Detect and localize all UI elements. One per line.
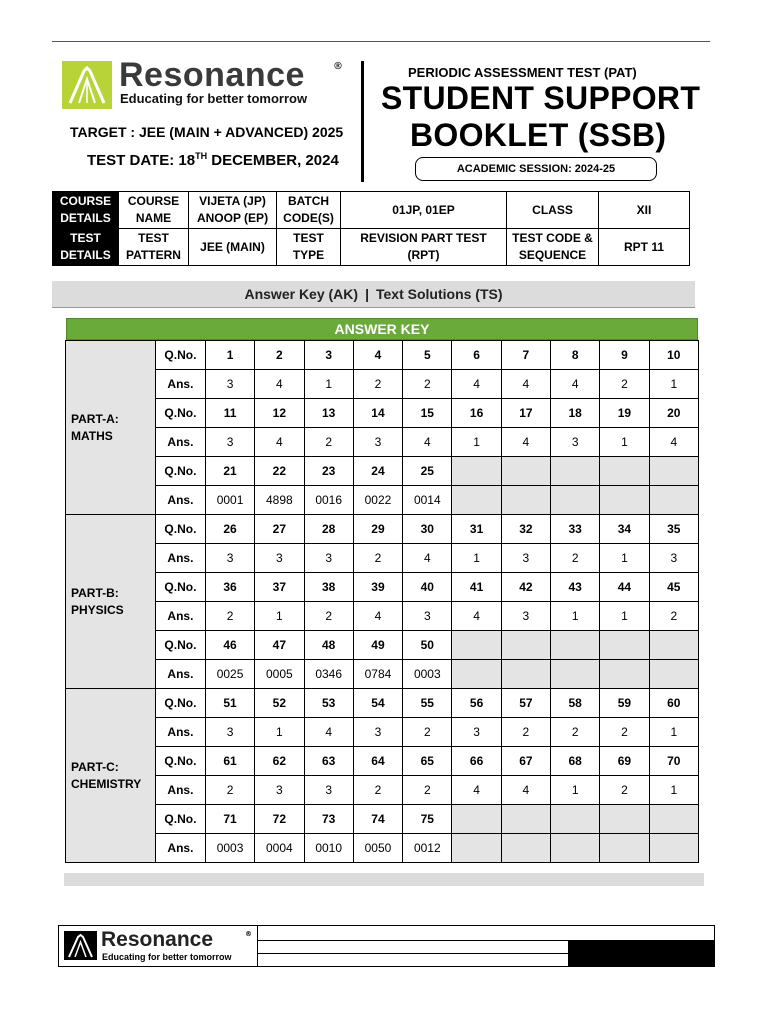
question-number: 56: [452, 689, 501, 718]
answer-value: 3: [255, 776, 304, 805]
answer-row: [66, 370, 699, 399]
test-details-row: [53, 229, 690, 266]
answer-row: [66, 718, 699, 747]
question-number: 18: [551, 399, 600, 428]
question-number: 24: [353, 457, 402, 486]
question-number: 38: [304, 573, 353, 602]
part-label: PART-A: MATHS: [66, 341, 156, 515]
question-number: 35: [649, 515, 698, 544]
answer-value: 4: [501, 370, 550, 399]
empty-cell: [600, 660, 649, 689]
ans-label: Ans.: [155, 776, 205, 805]
answer-row: [66, 834, 699, 863]
test-type: REVISION PART TEST (RPT): [341, 229, 507, 266]
question-number: 55: [403, 689, 452, 718]
answer-key-link[interactable]: Answer Key (AK): [244, 286, 359, 302]
answer-value: 1: [255, 718, 304, 747]
class-value: XII: [599, 192, 690, 229]
question-number: 44: [600, 573, 649, 602]
details-table: [52, 191, 690, 266]
empty-cell: [600, 834, 649, 863]
question-number: 20: [649, 399, 698, 428]
test-type-label: TEST TYPE: [277, 229, 341, 266]
answer-value: 2: [551, 544, 600, 573]
empty-cell: [551, 805, 600, 834]
footer-reg-mark: ®: [245, 930, 252, 938]
bottom-bar: [64, 873, 704, 886]
answer-value: 4: [452, 370, 501, 399]
question-number: 32: [501, 515, 550, 544]
question-number: 43: [551, 573, 600, 602]
answer-value: 3: [205, 370, 254, 399]
question-number: 65: [403, 747, 452, 776]
question-number: 10: [649, 341, 698, 370]
question-number: 74: [353, 805, 402, 834]
empty-cell: [501, 834, 550, 863]
question-number: 73: [304, 805, 353, 834]
question-number-row: [66, 747, 699, 776]
question-number: 45: [649, 573, 698, 602]
footer-tagline: Educating for better tomorrow: [102, 952, 232, 962]
answer-value: 1: [452, 544, 501, 573]
answer-value: 1: [452, 428, 501, 457]
question-number: 33: [551, 515, 600, 544]
ans-label: Ans.: [155, 602, 205, 631]
answer-value: 4: [551, 370, 600, 399]
question-number: 22: [255, 457, 304, 486]
question-number: 75: [403, 805, 452, 834]
answer-value: 1: [649, 370, 698, 399]
empty-cell: [452, 660, 501, 689]
answer-value: 2: [353, 544, 402, 573]
empty-cell: [501, 660, 550, 689]
empty-cell: [551, 660, 600, 689]
question-number: 49: [353, 631, 402, 660]
question-number: 68: [551, 747, 600, 776]
answer-value: 3: [205, 428, 254, 457]
answer-value: 2: [600, 370, 649, 399]
answer-value: 0001: [205, 486, 254, 515]
brand-tagline: Educating for better tomorrow: [120, 91, 308, 106]
question-number: 62: [255, 747, 304, 776]
qno-label: Q.No.: [155, 573, 205, 602]
question-number: 17: [501, 399, 550, 428]
qno-label: Q.No.: [155, 399, 205, 428]
question-number: 61: [205, 747, 254, 776]
question-number: 58: [551, 689, 600, 718]
answer-value: 1: [649, 776, 698, 805]
question-number: 57: [501, 689, 550, 718]
answer-value: 4898: [255, 486, 304, 515]
question-number: 3: [304, 341, 353, 370]
question-number: 25: [403, 457, 452, 486]
answer-value: 0025: [205, 660, 254, 689]
question-number: 4: [353, 341, 402, 370]
ssb-title-line2: BOOKLET (SSB): [410, 117, 667, 153]
batch-codes: 01JP, 01EP: [341, 192, 507, 229]
empty-cell: [649, 631, 698, 660]
empty-cell: [452, 457, 501, 486]
question-number: 46: [205, 631, 254, 660]
question-number: 39: [353, 573, 402, 602]
empty-cell: [551, 834, 600, 863]
answer-row: [66, 776, 699, 805]
answer-row: [66, 486, 699, 515]
answer-value: 4: [501, 776, 550, 805]
answer-row: [66, 602, 699, 631]
part-label: PART-C: CHEMISTRY: [66, 689, 156, 863]
answer-value: 4: [304, 718, 353, 747]
answer-value: 3: [304, 544, 353, 573]
question-number: 47: [255, 631, 304, 660]
footer-logo: [59, 926, 258, 966]
answer-value: 2: [205, 602, 254, 631]
ak-ts-bar: [52, 281, 695, 308]
question-number: 51: [205, 689, 254, 718]
question-number: 1: [205, 341, 254, 370]
ssb-title-line1: STUDENT SUPPORT: [381, 80, 701, 116]
empty-cell: [600, 457, 649, 486]
empty-cell: [452, 486, 501, 515]
empty-cell: [501, 457, 550, 486]
ans-label: Ans.: [155, 718, 205, 747]
answer-value: 3: [403, 602, 452, 631]
question-number: 48: [304, 631, 353, 660]
empty-cell: [452, 834, 501, 863]
answer-value: 2: [353, 776, 402, 805]
question-number: 5: [403, 341, 452, 370]
resonance-logo-icon: [62, 61, 112, 109]
ans-label: Ans.: [155, 370, 205, 399]
question-number: 11: [205, 399, 254, 428]
header-divider: [361, 61, 364, 182]
empty-cell: [452, 805, 501, 834]
question-number: 60: [649, 689, 698, 718]
batch-codes-label: BATCH CODE(S): [277, 192, 341, 229]
question-number: 72: [255, 805, 304, 834]
answer-value: 3: [551, 428, 600, 457]
question-number-row: [66, 805, 699, 834]
qno-label: Q.No.: [155, 689, 205, 718]
answer-value: 0784: [353, 660, 402, 689]
text-solutions-link[interactable]: Text Solutions (TS): [376, 286, 503, 302]
question-number: 2: [255, 341, 304, 370]
question-number: 69: [600, 747, 649, 776]
question-number: 41: [452, 573, 501, 602]
ans-label: Ans.: [155, 834, 205, 863]
question-number: 14: [353, 399, 402, 428]
answer-value: 0004: [255, 834, 304, 863]
course-name: VIJETA (JP) ANOOP (EP): [189, 192, 277, 229]
answer-value: 4: [255, 428, 304, 457]
answer-value: 1: [600, 602, 649, 631]
answer-value: 2: [600, 776, 649, 805]
question-number: 63: [304, 747, 353, 776]
question-number: 19: [600, 399, 649, 428]
empty-cell: [551, 631, 600, 660]
qno-label: Q.No.: [155, 805, 205, 834]
question-number: 52: [255, 689, 304, 718]
pat-title: PERIODIC ASSESSMENT TEST (PAT): [408, 65, 637, 80]
answer-value: 4: [452, 776, 501, 805]
answer-value: 0022: [353, 486, 402, 515]
answer-row: [66, 428, 699, 457]
answer-value: 2: [649, 602, 698, 631]
answer-value: 1: [255, 602, 304, 631]
empty-cell: [501, 631, 550, 660]
question-number: 16: [452, 399, 501, 428]
answer-value: 3: [501, 602, 550, 631]
question-number: 29: [353, 515, 402, 544]
question-number: 7: [501, 341, 550, 370]
empty-cell: [551, 486, 600, 515]
ans-label: Ans.: [155, 428, 205, 457]
answer-key-title: ANSWER KEY: [66, 318, 698, 340]
answer-value: 3: [205, 718, 254, 747]
answer-value: 4: [353, 602, 402, 631]
question-number: 12: [255, 399, 304, 428]
question-number: 27: [255, 515, 304, 544]
answer-key-table: [65, 340, 699, 863]
answer-value: 0005: [255, 660, 304, 689]
answer-value: 1: [551, 602, 600, 631]
answer-value: 2: [403, 776, 452, 805]
target-line: TARGET : JEE (MAIN + ADVANCED) 2025: [70, 124, 344, 140]
course-details-label: COURSE DETAILS: [53, 192, 119, 229]
footer: [58, 925, 715, 967]
qno-label: Q.No.: [155, 457, 205, 486]
answer-value: 2: [353, 370, 402, 399]
question-number-row: [66, 399, 699, 428]
question-number: 37: [255, 573, 304, 602]
question-number-row: [66, 573, 699, 602]
question-number-row: [66, 631, 699, 660]
answer-value: 2: [403, 718, 452, 747]
answer-value: 3: [353, 718, 402, 747]
test-date: TEST DATE: 18TH DECEMBER, 2024: [87, 151, 339, 169]
answer-value: 0014: [403, 486, 452, 515]
answer-value: 0346: [304, 660, 353, 689]
answer-value: 4: [501, 428, 550, 457]
class-label: CLASS: [507, 192, 599, 229]
empty-cell: [649, 486, 698, 515]
answer-value: 0010: [304, 834, 353, 863]
ak-separator: |: [365, 286, 369, 302]
question-number: 23: [304, 457, 353, 486]
question-number: 28: [304, 515, 353, 544]
answer-value: 2: [551, 718, 600, 747]
top-rule: [52, 41, 710, 42]
answer-value: 0016: [304, 486, 353, 515]
question-number: 64: [353, 747, 402, 776]
question-number: 30: [403, 515, 452, 544]
empty-cell: [649, 834, 698, 863]
answer-value: 1: [551, 776, 600, 805]
answer-row: [66, 660, 699, 689]
question-number: 21: [205, 457, 254, 486]
empty-cell: [600, 805, 649, 834]
test-details-label: TEST DETAILS: [53, 229, 119, 266]
course-name-label: COURSE NAME: [119, 192, 189, 229]
answer-value: 2: [304, 602, 353, 631]
answer-value: 1: [600, 428, 649, 457]
empty-cell: [600, 486, 649, 515]
answer-value: 2: [304, 428, 353, 457]
question-number-row: [66, 515, 699, 544]
answer-value: 1: [600, 544, 649, 573]
question-number: 15: [403, 399, 452, 428]
empty-cell: [649, 805, 698, 834]
answer-row: [66, 544, 699, 573]
brand-name: Resonance: [119, 56, 305, 94]
test-pattern-label: TEST PATTERN: [119, 229, 189, 266]
question-number: 53: [304, 689, 353, 718]
part-label: PART-B: PHYSICS: [66, 515, 156, 689]
answer-value: 2: [501, 718, 550, 747]
answer-value: 4: [452, 602, 501, 631]
answer-value: 3: [452, 718, 501, 747]
answer-value: 0003: [403, 660, 452, 689]
question-number: 54: [353, 689, 402, 718]
answer-value: 4: [403, 428, 452, 457]
question-number: 67: [501, 747, 550, 776]
question-number: 9: [600, 341, 649, 370]
answer-value: 1: [304, 370, 353, 399]
answer-value: 1: [649, 718, 698, 747]
footer-logo-icon: [64, 931, 97, 960]
question-number: 50: [403, 631, 452, 660]
qno-label: Q.No.: [155, 341, 205, 370]
answer-value: 4: [255, 370, 304, 399]
course-details-row: [53, 192, 690, 229]
answer-value: 3: [304, 776, 353, 805]
answer-value: 2: [205, 776, 254, 805]
answer-value: 3: [205, 544, 254, 573]
empty-cell: [501, 805, 550, 834]
test-code: RPT 11: [599, 229, 690, 266]
empty-cell: [600, 631, 649, 660]
qno-label: Q.No.: [155, 515, 205, 544]
ans-label: Ans.: [155, 544, 205, 573]
answer-value: 2: [600, 718, 649, 747]
question-number: 13: [304, 399, 353, 428]
question-number: 70: [649, 747, 698, 776]
brand-reg-mark: ®: [333, 61, 343, 72]
answer-value: 3: [255, 544, 304, 573]
question-number: 40: [403, 573, 452, 602]
test-code-label: TEST CODE & SEQUENCE: [507, 229, 599, 266]
question-number-row: [66, 689, 699, 718]
answer-value: 0012: [403, 834, 452, 863]
question-number: 8: [551, 341, 600, 370]
question-number: 31: [452, 515, 501, 544]
qno-label: Q.No.: [155, 747, 205, 776]
answer-value: 3: [353, 428, 402, 457]
answer-value: 4: [649, 428, 698, 457]
test-pattern: JEE (MAIN): [189, 229, 277, 266]
answer-value: 4: [403, 544, 452, 573]
footer-black-block: [568, 941, 715, 967]
question-number-row: [66, 457, 699, 486]
answer-value: 3: [649, 544, 698, 573]
qno-label: Q.No.: [155, 631, 205, 660]
question-number-row: [66, 341, 699, 370]
question-number: 71: [205, 805, 254, 834]
question-number: 36: [205, 573, 254, 602]
answer-value: 3: [501, 544, 550, 573]
question-number: 66: [452, 747, 501, 776]
question-number: 6: [452, 341, 501, 370]
empty-cell: [501, 486, 550, 515]
academic-session: ACADEMIC SESSION: 2024-25: [415, 157, 657, 181]
empty-cell: [649, 660, 698, 689]
question-number: 42: [501, 573, 550, 602]
ans-label: Ans.: [155, 486, 205, 515]
empty-cell: [551, 457, 600, 486]
footer-brand-name: Resonance: [101, 928, 214, 951]
answer-value: 2: [403, 370, 452, 399]
answer-value: 0003: [205, 834, 254, 863]
empty-cell: [649, 457, 698, 486]
ans-label: Ans.: [155, 660, 205, 689]
question-number: 26: [205, 515, 254, 544]
empty-cell: [452, 631, 501, 660]
answer-value: 0050: [353, 834, 402, 863]
question-number: 59: [600, 689, 649, 718]
question-number: 34: [600, 515, 649, 544]
